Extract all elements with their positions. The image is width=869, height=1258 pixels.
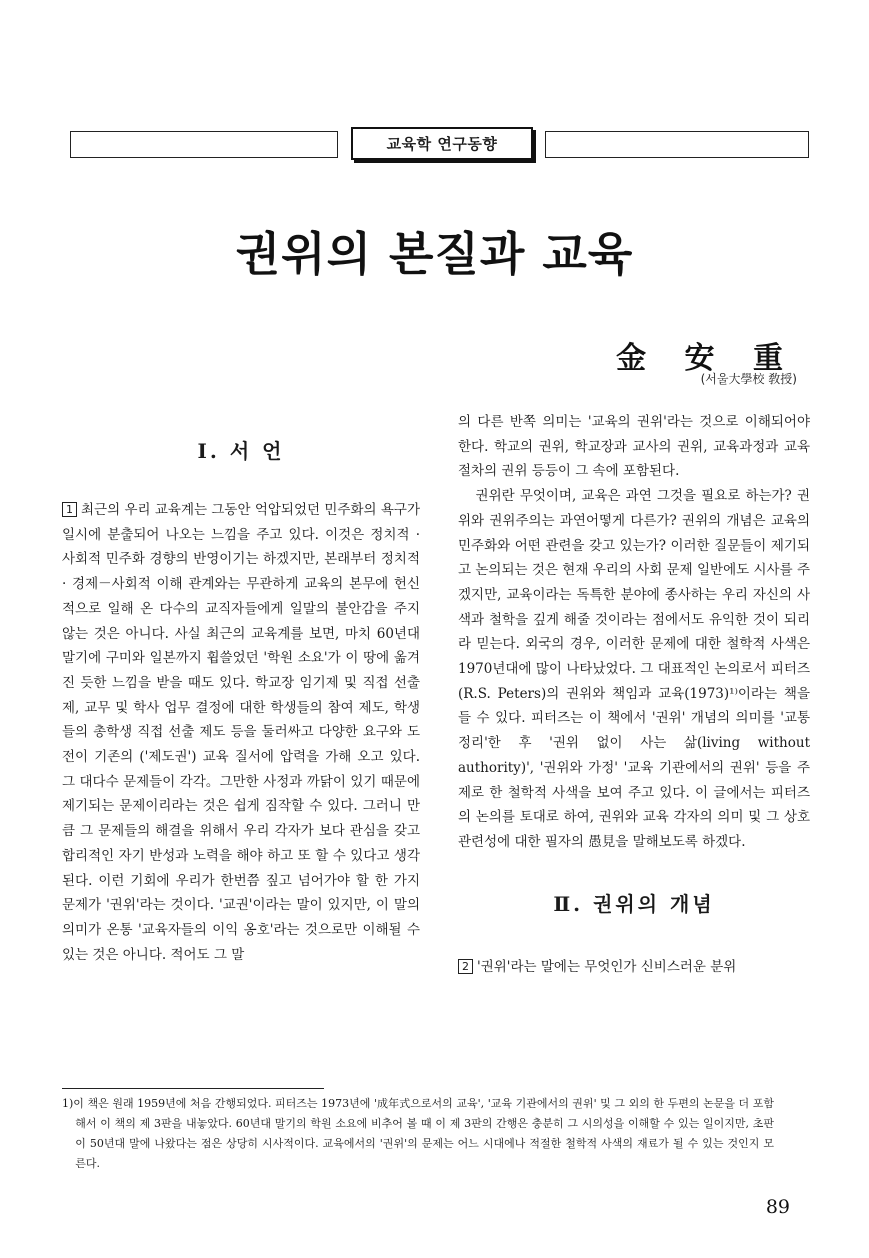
footnote-divider xyxy=(62,1088,324,1089)
section2-heading: Ⅱ. 권위의 개념 xyxy=(553,891,715,916)
header-rule-right xyxy=(545,131,809,158)
section1-paragraph2: 권위란 무엇이며, 교육은 과연 그것을 필요로 하는가? 권위와 권위주의는 과연어떻게 다른가? 권위의 개념은 교육의 민주화와 어떤 관련을 갖고 있는가? 이러한 질문들이 제기되고 논의되는 것은 현재 우리의 사회 문제 일반에도 시사를 주겠지만, 교육이라는 독특한 분야에 종사하는 우리 자신의 사색과 철학을 깊게 해줄 것이라는 점에서도 유익한 것이 되리라 믿는다. 외국의 경우, 이러한 문제에 대한 철학적 사색은 1970년대에 많이 나타났었다. 그 대표적인 논의로서 피터즈(R.S. Peters)의 권위와 책임과 교육(1973)¹⁾이라는 책을 들 수 있다. 피터즈는 이 책에서 '권위' 개념의 의미를 '교통 정리'한 후 '권위 없이 사는 삶(living without authority)', '권위와 가정' '교육 기관에서의 권위' 등을 주제로 한 철학적 사색을 보여 주고 있다. 이 글에서는 피터즈의 논의를 토대로 하여, 권위와 교육 각자의 의미 및 그 상호 관련성에 대한 필자의 愚見을 말해보도록 하겠다. xyxy=(458,488,810,850)
article-title: 권위의 본질과 교육 xyxy=(235,227,634,281)
header-rule-left xyxy=(70,131,338,158)
paragraph-number: 2 xyxy=(458,959,473,974)
section1-heading: Ⅰ. 서 언 xyxy=(197,439,285,463)
section1-paragraph1-continued: 의 다른 반쪽 의미는 '교육의 권위'라는 것으로 이해되어야 한다. 학교의 권위, 학교장과 교사의 권위, 교육과정과 교육 절차의 권위 등등이 그 속에 포함된다. xyxy=(458,414,810,480)
author-affiliation: (서울大學校 敎授) xyxy=(700,372,797,386)
paragraph-text: 최근의 우리 교육계는 그동안 억압되었던 민주화의 욕구가 일시에 분출되어 나오는 느낌을 주고 있다. 이것은 정치적 · 사회적 민주화 경향의 반영이기는 하겠지만, 본래부터 정치적 · 경제－사회적 이해 관계와는 무관하게 교육의 본무에 헌신적으로 일해 온 다수의 교직자들에게 일말의 불안감을 주지 않는 것은 아니다. 사실 최근의 교육계를 보면, 마치 60년대 말기에 구미와 일본까지 휩쓸었던 '학원 소요'가 이 땅에 옮겨진 듯한 느낌을 받을 때도 있다. 학교장 임기제 및 직접 선출제, 교무 및 학사 업무 결정에 대한 학생들의 참여 제도, 학생들의 총학생 직접 선출 제도 등을 둘러싸고 다양한 요구와 도전이 기존의 ('제도권') 교육 질서에 압력을 가해 오고 있다. 그 대다수 문제들이 각각。그만한 사정과 까닭이 있기 때문에 제기되는 문제이리라는 것은 쉽게 짐작할 수 있다. 그러니 만큼 그 문제들의 해결을 위해서 우리 각자가 보다 관심을 갖고 합리적인 자기 반성과 노력을 해야 하고 또 할 수 있다고 생각된다. 이런 기회에 우리가 한번쯤 짚고 넘어가야 할 한 가지 문제가 '권위'라는 것이다. '교권'이라는 말이 있지만, 이 말의 의미가 온통 '교육자들의 이익 옹호'라는 것으로만 이해될 수 있는 것은 아니다. 적어도 그 말 xyxy=(62,502,420,963)
section-label: 교육학 연구동향 xyxy=(351,127,533,160)
page-number: 89 xyxy=(765,1196,790,1218)
footnote: 1)이 책은 원래 1959년에 처음 간행되었다. 피터즈는 1973년에 '成年式으로서의 교육', '교육 기관에서의 권위' 및 그 외의 한 두편의 논문을 더 포함해서 이 책의 제 3판을 내놓았다. 60년대 말기의 학원 소요에 비추어 볼 때 이 제 3판의 간행은 충분히 그 시의성을 이해할 수 있는 일이지만, 초판이 50년대 말에 나왔다는 점은 상당히 시사적이다. 교육에서의 '권위'의 문제는 어느 시대에나 적절한 철학적 사색의 재료가 될 수 있는 것인지 모른다. xyxy=(62,1097,774,1170)
right-column xyxy=(458,410,810,979)
author-name: 金 安 重 xyxy=(616,341,797,376)
paragraph-number: 1 xyxy=(62,502,77,517)
left-column xyxy=(62,436,420,967)
paragraph-text: '권위'라는 말에는 무엇인가 신비스러운 분위 xyxy=(477,958,737,975)
section1-paragraph1 xyxy=(62,498,420,967)
section2-paragraph1 xyxy=(458,955,810,980)
